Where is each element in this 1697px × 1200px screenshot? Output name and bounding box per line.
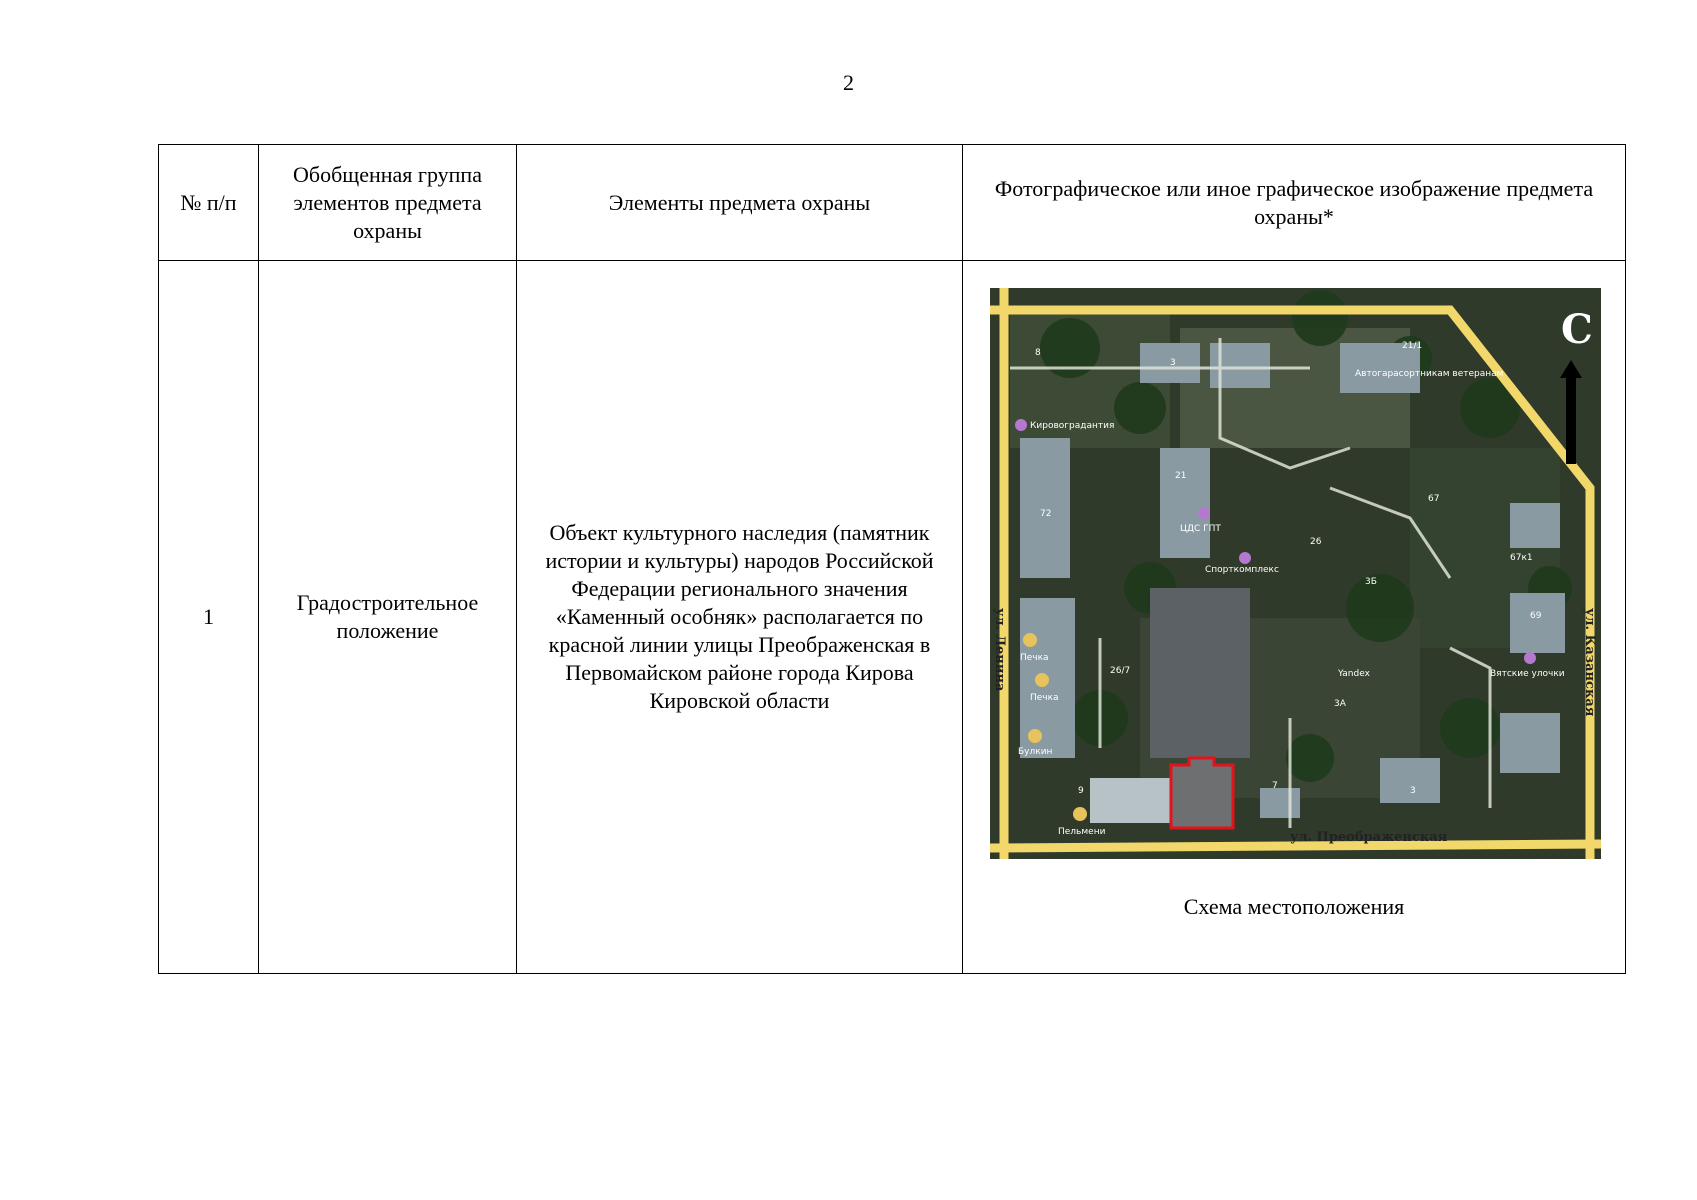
street-label: ул. Ленина bbox=[992, 608, 1007, 692]
map-label: 72 bbox=[1040, 509, 1052, 519]
location-map bbox=[990, 288, 1601, 859]
object-outline bbox=[1171, 758, 1233, 828]
page-number: 2 bbox=[843, 70, 854, 95]
street-label: ул. Преображенская bbox=[1290, 830, 1448, 845]
map-label: Yandex bbox=[1338, 669, 1370, 679]
header-group: Обобщенная группа элементов предмета охраны bbox=[259, 145, 517, 261]
row-group: Градостроительное положение bbox=[259, 261, 517, 974]
header-number: № п/п bbox=[159, 145, 259, 261]
map-label: 8 bbox=[1035, 348, 1041, 358]
table-row bbox=[159, 261, 1626, 974]
map-label: 9 bbox=[1078, 786, 1084, 796]
header-photo: Фотографическое или иное графическое изображение предмета охраны* bbox=[963, 145, 1626, 261]
map-label: 3А bbox=[1334, 699, 1346, 709]
map-label: 26 bbox=[1310, 537, 1322, 547]
map-label: Кировоградантия bbox=[1030, 421, 1115, 431]
map-label: 26/7 bbox=[1110, 666, 1131, 676]
row-number: 1 bbox=[159, 261, 259, 974]
map-label: 7 bbox=[1272, 781, 1278, 791]
map-label: Спорткомплекс bbox=[1205, 565, 1279, 575]
map-label: 21/1 bbox=[1402, 341, 1423, 351]
map-label: 67к1 bbox=[1510, 553, 1533, 563]
map-label: Печка bbox=[1020, 653, 1049, 663]
map-label: Автогарасортникам ветеранам bbox=[1355, 369, 1504, 379]
row-elements: Объект культурного наследия (памятник истории и культуры) народов Российской Федерации регионального значения «Каменный особняк» располагается по красной линии улицы Преображенская в Первомайском районе города Кирова Кировской области bbox=[517, 261, 963, 974]
map-label: Вятские улочки bbox=[1490, 669, 1565, 679]
map-label: 3 bbox=[1410, 786, 1416, 796]
map-label: Пельмени bbox=[1058, 827, 1106, 837]
table-header-row bbox=[159, 145, 1626, 261]
map-label: Булкин bbox=[1018, 747, 1053, 757]
map-label: 21 bbox=[1175, 471, 1187, 481]
map-label: Печка bbox=[1030, 693, 1059, 703]
street-label: ул. Казанская bbox=[1582, 608, 1597, 717]
map-label: 3Б bbox=[1365, 577, 1377, 587]
map-label: ЦДС ГПТ bbox=[1180, 524, 1221, 534]
protection-subject-table bbox=[158, 144, 1626, 974]
row-photo-cell bbox=[963, 261, 1626, 974]
map-label: 3 bbox=[1170, 358, 1176, 368]
map-caption: Схема местоположения bbox=[1183, 894, 1405, 919]
map-label: 67 bbox=[1428, 494, 1440, 504]
header-elements: Элементы предмета охраны bbox=[517, 145, 963, 261]
map-label: 69 bbox=[1530, 611, 1542, 621]
north-marker: С bbox=[1561, 306, 1593, 353]
